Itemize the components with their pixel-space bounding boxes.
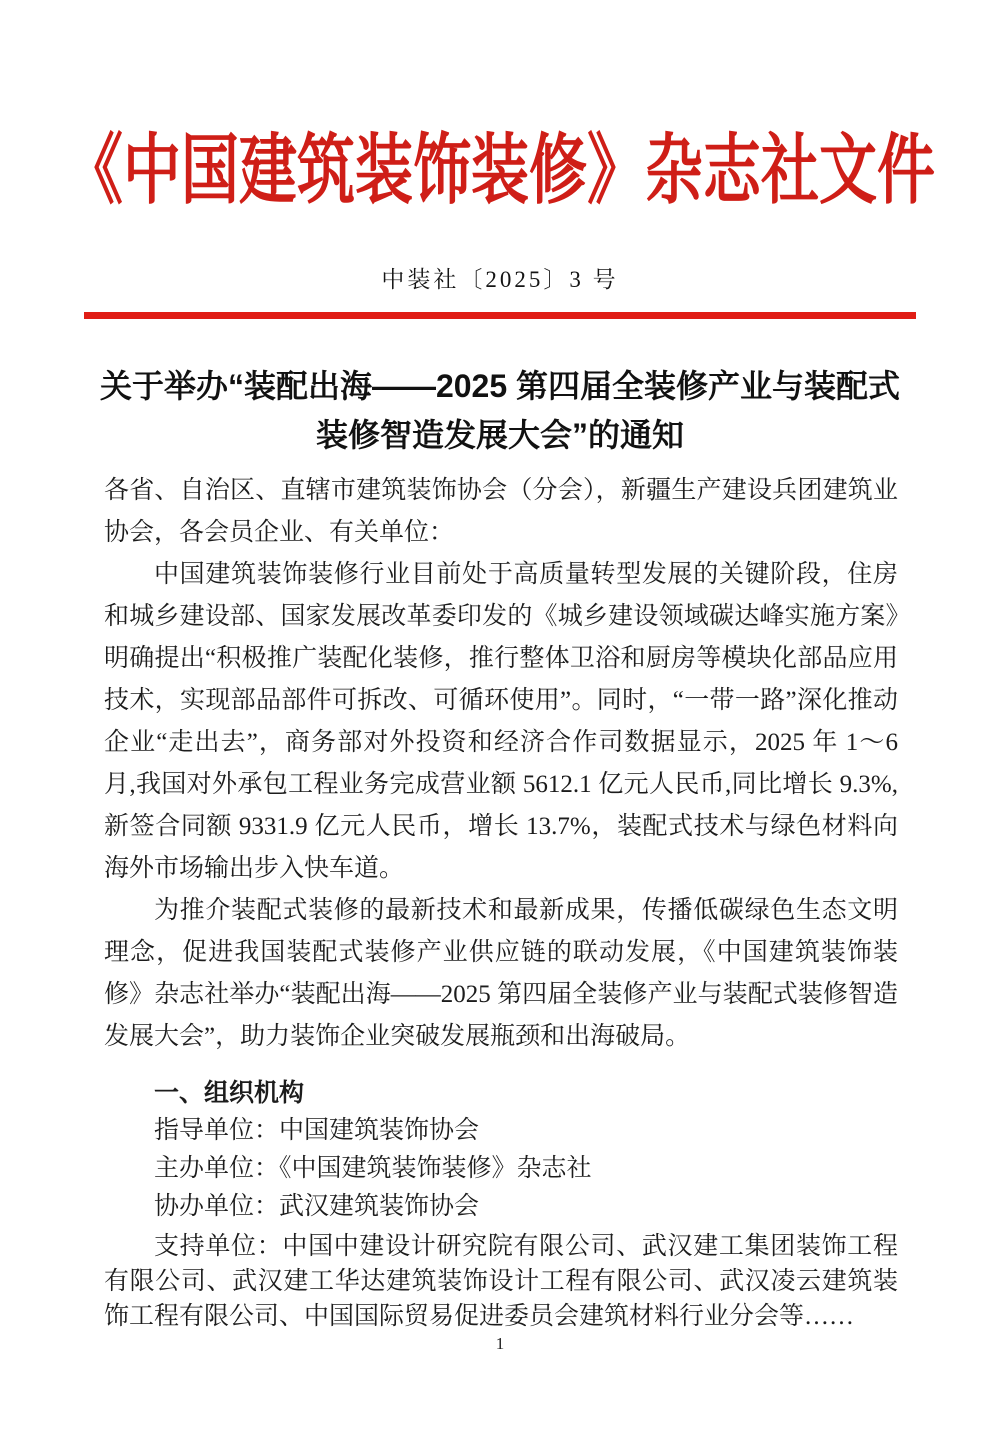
- salutation-paragraph: 各省、自治区、直辖市建筑装饰协会（分会），新疆生产建设兵团建筑业协会，各会员企业、有关单位：: [104, 477, 898, 546]
- org-line-guidance-unit: 指导单位：中国建筑装饰协会: [154, 1117, 480, 1144]
- org-line-cohost-unit: 协办单位：武汉建筑装饰协会: [154, 1193, 480, 1220]
- document-body: [104, 470, 898, 1334]
- notice-title: [0, 362, 1000, 460]
- industry-status-paragraph: 中国建筑装饰装修行业目前处于高质量转型发展的关键阶段，住房和城乡建设部、国家发展改革委印发的《城乡建设领域碳达峰实施方案》明确提出“积极推广装配化装修，推行整体卫浴和厨房等模块化部品应用技术，实现部品部件可拆改、可循环使用”。同时，“一带一路”深化推动企业“走出去”，商务部对外投资和经济合作司数据显示，2025 年 1～6 月,我国对外承包工程业务完成营业额 5612.1 亿元人民币,同比增长 9.3%,新签合同额 9331.9 亿元人民币，增长 13.7%，装配式技术与绿色材料向海外市场输出步入快车道。: [104, 561, 898, 882]
- support-units-paragraph: 支持单位：中国中建设计研究院有限公司、武汉建工集团装饰工程有限公司、武汉建工华达建筑装饰设计工程有限公司、武汉凌云建筑装饰工程有限公司、中国国际贸易促进委员会建筑材料行业分会等……: [104, 1233, 898, 1330]
- page-number: 1: [495, 1334, 505, 1353]
- letterhead-masthead: 《中国建筑装饰装修》杂志社文件: [64, 127, 935, 214]
- organization-list: [104, 1112, 898, 1226]
- event-purpose-paragraph: 为推介装配式装修的最新技术和最新成果，传播低碳绿色生态文明理念，促进我国装配式装修产业供应链的联动发展，《中国建筑装饰装修》杂志社举办“装配出海——2025 第四届全装修产业与装配式装修智造发展大会”，助力装饰企业突破发展瓶颈和出海破局。: [104, 897, 898, 1050]
- document-number: 中装社〔2025〕3 号: [381, 267, 619, 292]
- section-heading-organization: 一、组织机构: [154, 1079, 305, 1107]
- notice-title-line2: 装修智造发展大会”的通知: [315, 417, 684, 453]
- org-line-host-unit: 主办单位：《中国建筑装饰装修》杂志社: [154, 1155, 592, 1182]
- notice-title-line1: 关于举办“装配出海——2025 第四届全装修产业与装配式: [99, 368, 901, 404]
- red-divider-line: [84, 312, 916, 319]
